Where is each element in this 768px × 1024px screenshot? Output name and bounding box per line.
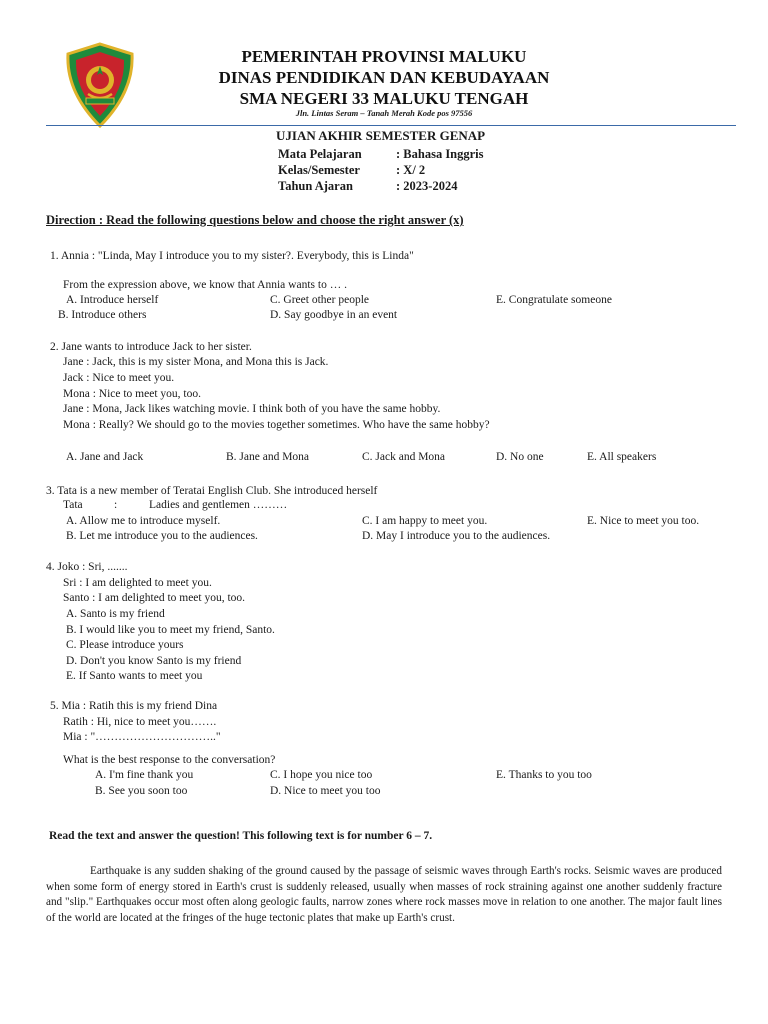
meta-value: : X/ 2: [396, 163, 426, 177]
reading-passage: Earthquake is any sudden shaking of the ground caused by the passage of seismic waves through Earth's rocks. Seismic waves are produced when some form of energy stored in Earth's crust is suddenly released, usually when masses of rock straining against one another suddenly fracture and "slip." Earthquakes occur most often along geologic faults, narrow zones where rock masses move in relation to one another. The major fault lines of the world are located at the fringes of the huge tectonic plates that make up Earth's crust.: [46, 865, 722, 924]
meta-value: : Bahasa Inggris: [396, 147, 484, 161]
q5-question: What is the best response to the conversation?: [63, 754, 276, 766]
q3-option-a[interactable]: A. Allow me to introduce myself.: [66, 515, 221, 527]
reading-section-heading: Read the text and answer the question! This following text is for number 6 – 7.: [49, 830, 433, 842]
q5-dialog-line: Mia : "…………………………..": [63, 731, 221, 743]
q3-option-e[interactable]: E. Nice to meet you too.: [587, 515, 700, 527]
q4-stem: 4. Joko : Sri, .......: [46, 561, 128, 573]
q3-option-b[interactable]: B. Let me introduce you to the audiences.: [66, 530, 258, 542]
meta-label: Kelas/Semester: [278, 163, 360, 177]
q5-dialog-line: Ratih : Hi, nice to meet you…….: [63, 716, 217, 728]
header-department: DINAS PENDIDIKAN DAN KEBUDAYAAN: [218, 68, 550, 87]
q3-option-d[interactable]: D. May I introduce you to the audiences.: [362, 530, 551, 542]
q4-option-b[interactable]: B. I would like you to meet my friend, Santo.: [66, 624, 275, 636]
q2-option-a[interactable]: A. Jane and Jack: [66, 451, 144, 463]
header-address: Jln. Lintas Seram – Tanah Merah Kode pos 97556: [295, 108, 473, 118]
provincial-emblem-logo: [64, 42, 136, 128]
q3-dialog-line: Ladies and gentlemen ………: [149, 499, 288, 511]
q2-dialog-line: Mona : Really? We should go to the movies together sometimes. Who have the same hobby?: [63, 419, 490, 431]
exam-title: UJIAN AKHIR SEMESTER GENAP: [276, 128, 486, 143]
q1-option-b[interactable]: B. Introduce others: [58, 309, 147, 321]
direction-text: Direction : Read the following questions below and choose the right answer (x): [46, 213, 464, 227]
q5-stem: 5. Mia : Ratih this is my friend Dina: [50, 700, 218, 712]
q4-option-c[interactable]: C. Please introduce yours: [66, 639, 184, 651]
q2-option-e[interactable]: E. All speakers: [587, 451, 657, 463]
q4-dialog-line: Santo : I am delighted to meet you, too.: [63, 592, 246, 604]
q5-option-e[interactable]: E. Thanks to you too: [496, 769, 592, 781]
q1-option-c[interactable]: C. Greet other people: [270, 294, 369, 306]
q1-option-a[interactable]: A. Introduce herself: [66, 294, 159, 306]
header-government: PEMERINTAH PROVINSI MALUKU: [241, 47, 527, 66]
header-divider: [46, 125, 736, 126]
header-school: SMA NEGERI 33 MALUKU TENGAH: [239, 89, 529, 108]
q2-dialog-line: Jack : Nice to meet you.: [63, 372, 175, 384]
meta-label: Tahun Ajaran: [278, 179, 353, 193]
q2-option-b[interactable]: B. Jane and Mona: [226, 451, 310, 463]
q5-option-c[interactable]: C. I hope you nice too: [270, 769, 373, 781]
q3-colon: :: [114, 499, 118, 511]
q4-option-a[interactable]: A. Santo is my friend: [66, 608, 165, 620]
q2-dialog-line: Mona : Nice to meet you, too.: [63, 388, 201, 400]
q2-dialog-line: Jane : Jack, this is my sister Mona, and Mona this is Jack.: [63, 356, 329, 368]
q4-option-e[interactable]: E. If Santo wants to meet you: [66, 670, 203, 682]
q1-stem: 1. Annia : "Linda, May I introduce you to my sister?. Everybody, this is Linda": [50, 250, 414, 262]
q5-option-d[interactable]: D. Nice to meet you too: [270, 785, 381, 797]
q3-speaker: Tata: [63, 499, 83, 511]
q5-option-b[interactable]: B. See you soon too: [95, 785, 188, 797]
q5-option-a[interactable]: A. I'm fine thank you: [95, 769, 194, 781]
q4-dialog-line: Sri : I am delighted to meet you.: [63, 577, 212, 589]
q1-question: From the expression above, we know that Annia wants to … .: [63, 279, 347, 291]
q3-stem: 3. Tata is a new member of Teratai English Club. She introduced herself: [46, 485, 378, 497]
q3-option-c[interactable]: C. I am happy to meet you.: [362, 515, 488, 527]
q1-option-d[interactable]: D. Say goodbye in an event: [270, 309, 398, 321]
q4-option-d[interactable]: D. Don't you know Santo is my friend: [66, 655, 242, 667]
q2-dialog-line: Jane : Mona, Jack likes watching movie. I think both of you have the same hobby.: [63, 403, 441, 415]
q2-option-c[interactable]: C. Jack and Mona: [362, 451, 446, 463]
meta-value: : 2023-2024: [396, 179, 458, 193]
q2-stem: 2. Jane wants to introduce Jack to her sister.: [50, 341, 252, 353]
q2-option-d[interactable]: D. No one: [496, 451, 544, 463]
q1-option-e[interactable]: E. Congratulate someone: [496, 294, 612, 306]
meta-label: Mata Pelajaran: [278, 147, 362, 161]
